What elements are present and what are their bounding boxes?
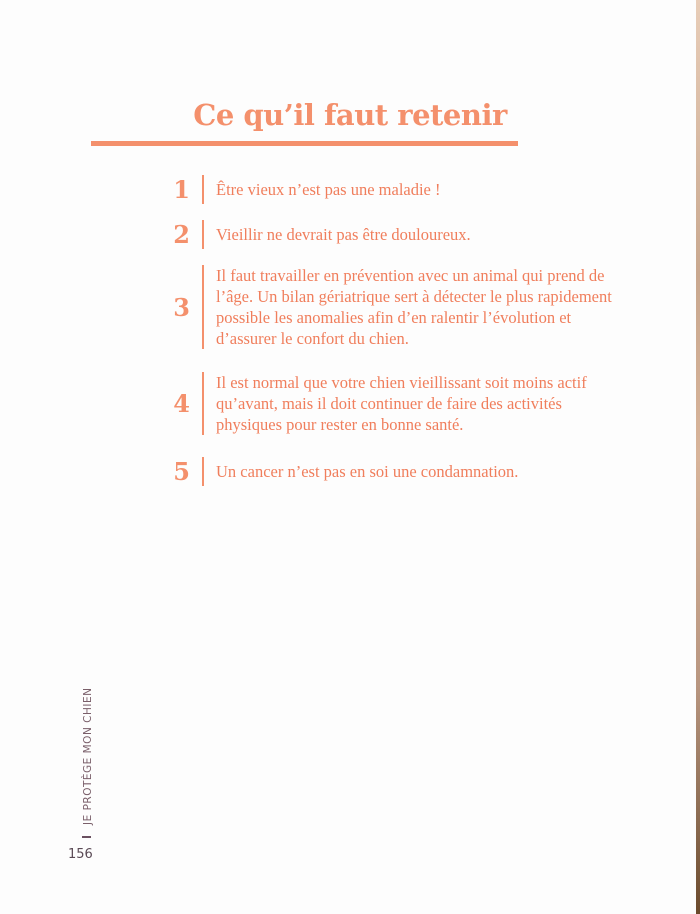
divider [202,175,204,204]
page-edge [696,0,700,914]
list-item [150,175,616,204]
page-title: Ce qu’il faut retenir [193,98,507,132]
list-item [150,220,616,249]
list-item [150,372,616,435]
page-number: 156 [68,847,93,862]
item-number: 2 [173,220,190,249]
item-text: Il est normal que votre chien vieillissant soit moins actif qu’avant, mais il doit continuer de faire des activités physiques pour rester en bonne santé. [216,373,587,434]
footer-tick [82,836,91,838]
running-header: JE PROTÈGE MON CHIEN [82,687,94,825]
item-text: Vieillir ne devrait pas être douloureux. [216,225,471,244]
item-number: 3 [173,292,190,322]
list-item [150,457,616,486]
list-item [150,265,616,349]
item-text: Être vieux n’est pas une maladie ! [216,180,441,199]
item-number: 4 [173,389,190,418]
title-underline [91,141,518,146]
divider [202,220,204,249]
item-number: 5 [173,457,190,486]
divider [202,457,204,486]
item-text: Il faut travailler en prévention avec un animal qui prend de l’âge. Un bilan gériatrique sert à détecter le plus rapidement possible les anomalies afin d’en ralentir l’évolution et d’assurer le confort du chien. [216,266,612,348]
item-text: Un cancer n’est pas en soi une condamnation. [216,462,519,481]
item-number: 1 [173,175,190,204]
divider [202,265,204,349]
divider [202,372,204,435]
